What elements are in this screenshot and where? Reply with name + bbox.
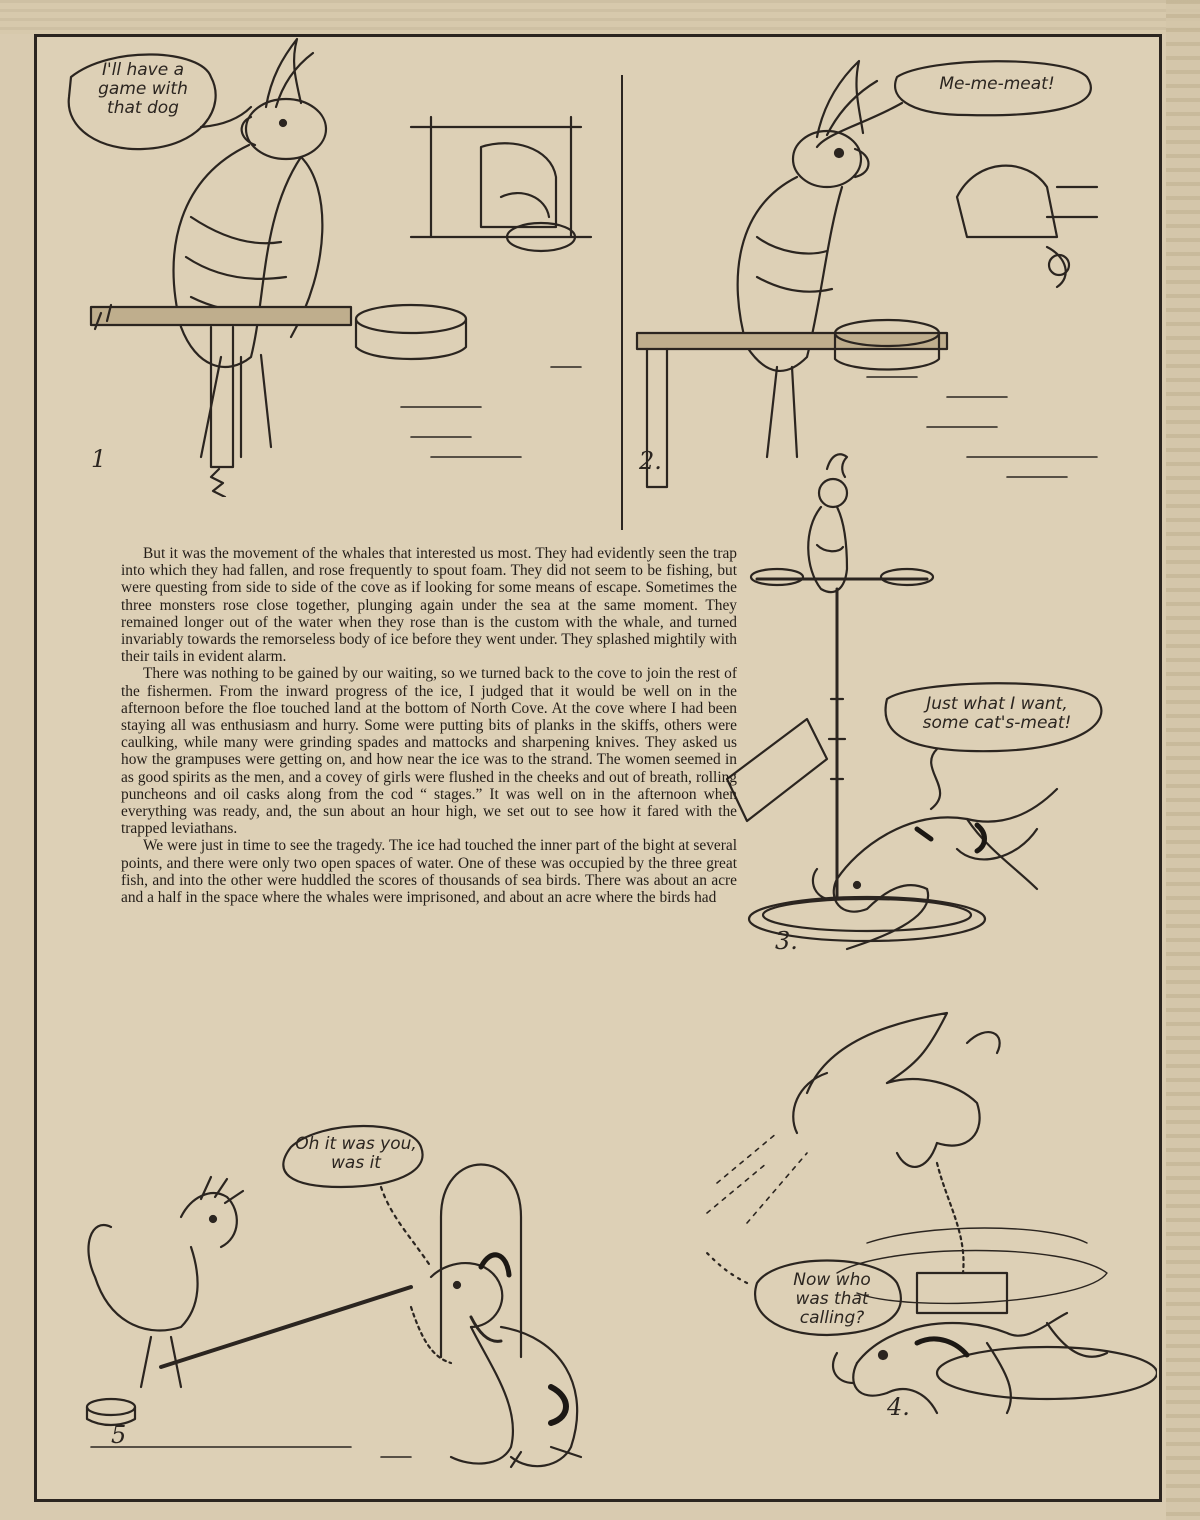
article-paragraph-2: There was nothing to be gained by our waiting, so we turned back to the cove to join the rest of the fishermen. From the inward progress of the ice, I judged that it would be well on in the afternoon before the floe touched land at the bottom of North Cove. At the cove where I had been staying all was enthusiasm and hurry. Some were putting bits of planks in the skiffs, others were caulking, while many were grinding spades and mattocks and sharpening knives. They asked us how the grampuses were getting on, and how near the ice was to the strand. The women seemed in as good spirits as the men, and a covey of girls were flushed in the cheeks and out of breath, rolling puncheons and oil casks along from the cod “ stages.” It was well on in the afternoon when everything was ready, and, the sun about an hour high, we set out to see how it fared with the trapped leviathans. xyxy=(121,665,737,838)
article-paragraph-1: But it was the movement of the whales that interested us most. They had evidently seen the trap into which they had fallen, and rose frequently to spout foam. They did not seem to be fishing, but were questing from side to side of the cove as if looking for some means of escape. Sometimes the three monsters rose close together, plunging again under the sea at the same moment. They remained longer out of the water when they rose than is the custom with the whale, and turned invariably towards the remorseless body of ice before they went under. They splashed mightily with their tails in evident alarm. xyxy=(121,545,737,666)
panel-1 xyxy=(51,37,596,497)
panel-3 xyxy=(717,449,1157,959)
panel-1-speech: I'll have a game with that dog xyxy=(98,60,188,118)
comic-page xyxy=(34,34,1162,1502)
panel-5 xyxy=(51,1107,691,1487)
panel-1-number: 1 xyxy=(91,445,107,473)
article-body xyxy=(121,545,737,906)
adjacent-page-bleed-top xyxy=(0,0,1200,34)
panel-4 xyxy=(687,983,1157,1433)
panel-divider xyxy=(621,75,623,530)
panel-4-number: 4. xyxy=(887,1393,910,1421)
adjacent-page-bleed-right xyxy=(1166,0,1200,1520)
panel-2 xyxy=(627,37,1157,507)
panel-2-speech: Me-me-meat! xyxy=(939,74,1055,94)
panel-4-speech: Now who was that calling? xyxy=(793,1270,871,1328)
panel-2-illustration xyxy=(627,37,1157,507)
panel-5-number: 5 xyxy=(111,1421,127,1449)
panel-3-number: 3. xyxy=(775,927,798,955)
article-paragraph-3: We were just in time to see the tragedy. The ice had touched the inner part of the bight at several points, and there were only two open spaces of water. One of these was occupied by the three great fish, and into the other were huddled the scores of thousands of sea birds. There was about an acre and a half in the space where the whales were imprisoned, and about an acre where the birds had xyxy=(121,837,737,907)
panel-2-number: 2. xyxy=(639,447,662,475)
panel-3-speech: Just what I want, some cat's-meat! xyxy=(922,694,1072,733)
panel-4-illustration xyxy=(687,983,1157,1433)
panel-5-speech: Oh it was you, was it xyxy=(295,1134,417,1173)
